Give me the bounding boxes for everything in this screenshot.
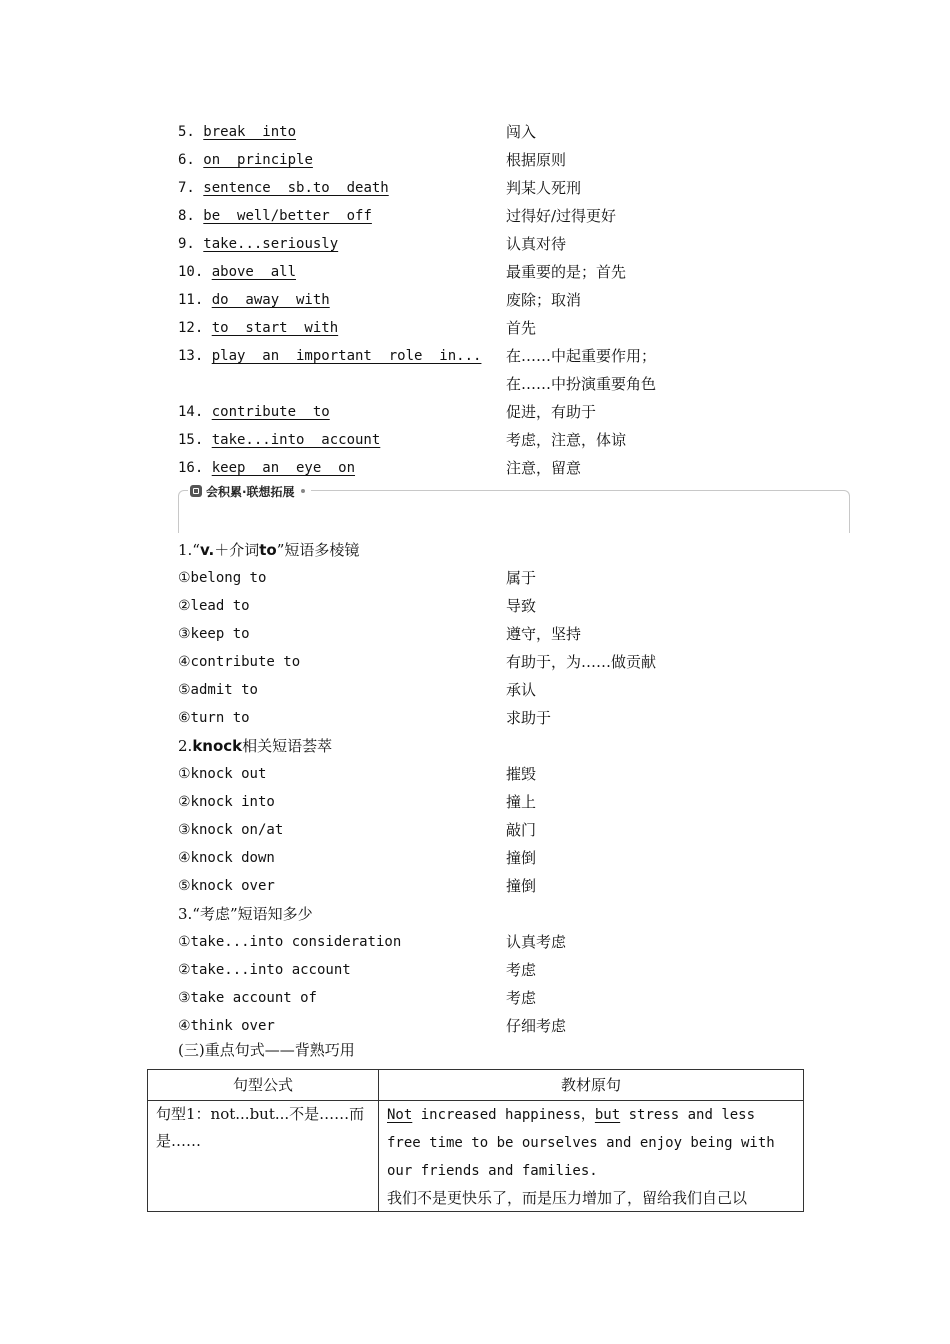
item-en: ③keep to <box>178 626 250 642</box>
item-en: ②lead to <box>178 598 250 614</box>
list-item <box>178 928 858 956</box>
phrase-answer: take...into account <box>211 432 381 448</box>
phrase-en: 11. do away with <box>178 292 330 308</box>
dot-icon <box>301 489 305 493</box>
phrase-en: 14. contribute to <box>178 404 330 420</box>
item-en: ④contribute to <box>178 654 301 670</box>
phrase-row <box>178 398 858 426</box>
section-tag-label: 会积累·联想拓展 <box>206 484 295 499</box>
phrase-meaning: 促进，有助于 <box>506 403 597 421</box>
phrase-row <box>178 426 858 454</box>
group-title: 2.knock相关短语荟萃 <box>178 737 333 755</box>
list-item <box>178 956 858 984</box>
item-en: ③take account of <box>178 990 317 1006</box>
phrase-en: 5. break into <box>178 124 297 140</box>
item-zh: 撞上 <box>506 793 537 811</box>
item-zh: 考虑 <box>506 961 537 979</box>
phrase-meaning: 判某人死刑 <box>506 179 582 197</box>
phrase-answer: be well/better off <box>203 208 372 224</box>
item-en: ⑤knock over <box>178 878 275 894</box>
item-zh: 有助于，为……做贡献 <box>506 653 657 671</box>
item-en: ④knock down <box>178 850 275 866</box>
phrase-en: 13. play an important role in... <box>178 348 482 364</box>
phrase-meaning: 废除；取消 <box>506 291 582 309</box>
item-en: ③knock on/at <box>178 822 284 838</box>
phrase-row <box>178 230 858 258</box>
group-title: 3.“考虑”短语知多少 <box>178 905 313 923</box>
item-zh: 承认 <box>506 681 537 699</box>
section-tag <box>188 482 311 500</box>
phrase-en: 9. take...seriously <box>178 236 339 252</box>
list-item <box>178 788 858 816</box>
item-en: ⑥turn to <box>178 710 250 726</box>
underlined-not: Not <box>387 1107 413 1123</box>
pattern-text: 句型1：not...but...不是……而是…… <box>156 1105 365 1150</box>
phrase-meaning: 闯入 <box>506 123 537 141</box>
underlined-but: but <box>594 1107 621 1123</box>
phrase-row <box>178 342 858 370</box>
phrase-answer: sentence sb.to death <box>203 180 389 196</box>
item-en: ①take...into consideration <box>178 934 402 950</box>
item-en: ⑤admit to <box>178 682 258 698</box>
phrase-meaning: 根据原则 <box>506 151 567 169</box>
phrase-row <box>178 258 858 286</box>
phrase-meaning: 首先 <box>506 319 537 337</box>
table-header-pattern: 句型公式 <box>148 1070 379 1101</box>
phrase-row <box>178 454 858 482</box>
group-title: 1.“v.＋介词to”短语多棱镜 <box>178 541 360 559</box>
phrase-answer: above all <box>211 264 297 280</box>
item-zh: 撞倒 <box>506 877 537 895</box>
item-zh: 考虑 <box>506 989 537 1007</box>
table-header-row <box>148 1070 804 1101</box>
phrase-meaning: 注意，留意 <box>506 459 582 477</box>
item-zh: 认真考虑 <box>506 933 567 951</box>
table-row <box>148 1101 804 1212</box>
phrase-en: 12. to start with <box>178 320 339 336</box>
list-item <box>178 704 858 732</box>
item-zh: 敲门 <box>506 821 537 839</box>
phrase-en: 6. on principle <box>178 152 313 168</box>
table-header-sentence: 教材原句 <box>379 1070 804 1101</box>
item-en: ②take...into account <box>178 962 351 978</box>
phrase-meaning: 最重要的是；首先 <box>506 263 627 281</box>
item-zh: 遵守，坚持 <box>506 625 582 643</box>
example-sentence: Not increased happiness，but stress and less free time to be ourselves and enjoy being with our friends and families. <box>387 1107 775 1179</box>
phrase-row <box>178 174 858 202</box>
part3-title: (三)重点句式——背熟巧用 <box>178 1041 355 1059</box>
list-item <box>178 676 858 704</box>
phrase-answer: do away with <box>211 292 330 308</box>
phrase-row <box>178 202 858 230</box>
phrase-meaning: 在……中起重要作用； <box>506 347 657 365</box>
phrase-row <box>178 118 858 146</box>
item-zh: 属于 <box>506 569 537 587</box>
item-en: ①belong to <box>178 570 267 586</box>
phrase-row <box>178 314 858 342</box>
phrase-answer: keep an eye on <box>211 460 356 476</box>
phrase-meaning: 在……中扮演重要角色 <box>506 375 657 393</box>
phrase-answer: play an important role in... <box>211 348 482 364</box>
item-en: ②knock into <box>178 794 275 810</box>
list-item <box>178 592 858 620</box>
phrase-answer: take...seriously <box>203 236 339 252</box>
item-zh: 导致 <box>506 597 537 615</box>
phrase-en: 15. take...into account <box>178 432 381 448</box>
phrase-en: 10. above all <box>178 264 297 280</box>
phrase-row <box>178 286 858 314</box>
item-zh: 摧毁 <box>506 765 537 783</box>
sentence-pattern-table <box>147 1069 804 1212</box>
list-item <box>178 564 858 592</box>
phrase-row-continuation <box>178 370 858 398</box>
phrase-answer: break into <box>203 124 297 140</box>
list-item <box>178 648 858 676</box>
list-item <box>178 620 858 648</box>
phrase-meaning: 认真对待 <box>506 235 567 253</box>
item-en: ④think over <box>178 1018 275 1034</box>
phrase-answer: contribute to <box>211 404 330 420</box>
list-item <box>178 760 858 788</box>
phrase-answer: to start with <box>211 320 339 336</box>
list-item <box>178 844 858 872</box>
phrase-meaning: 考虑，注意，体谅 <box>506 431 627 449</box>
phrase-en: 7. sentence sb.to death <box>178 180 389 196</box>
phrase-en: 16. keep an eye on <box>178 460 356 476</box>
example-translation: 我们不是更快乐了，而是压力增加了，留给我们自己以 <box>387 1189 748 1207</box>
item-zh: 求助于 <box>506 709 552 727</box>
list-item <box>178 984 858 1012</box>
list-item <box>178 872 858 900</box>
phrase-answer: on principle <box>203 152 313 168</box>
phrase-row <box>178 146 858 174</box>
book-icon <box>190 485 202 497</box>
phrase-en: 8. be well/better off <box>178 208 372 224</box>
item-zh: 撞倒 <box>506 849 537 867</box>
item-zh: 仔细考虑 <box>506 1017 567 1035</box>
phrase-meaning: 过得好/过得更好 <box>506 207 617 225</box>
item-en: ①knock out <box>178 766 267 782</box>
list-item <box>178 816 858 844</box>
